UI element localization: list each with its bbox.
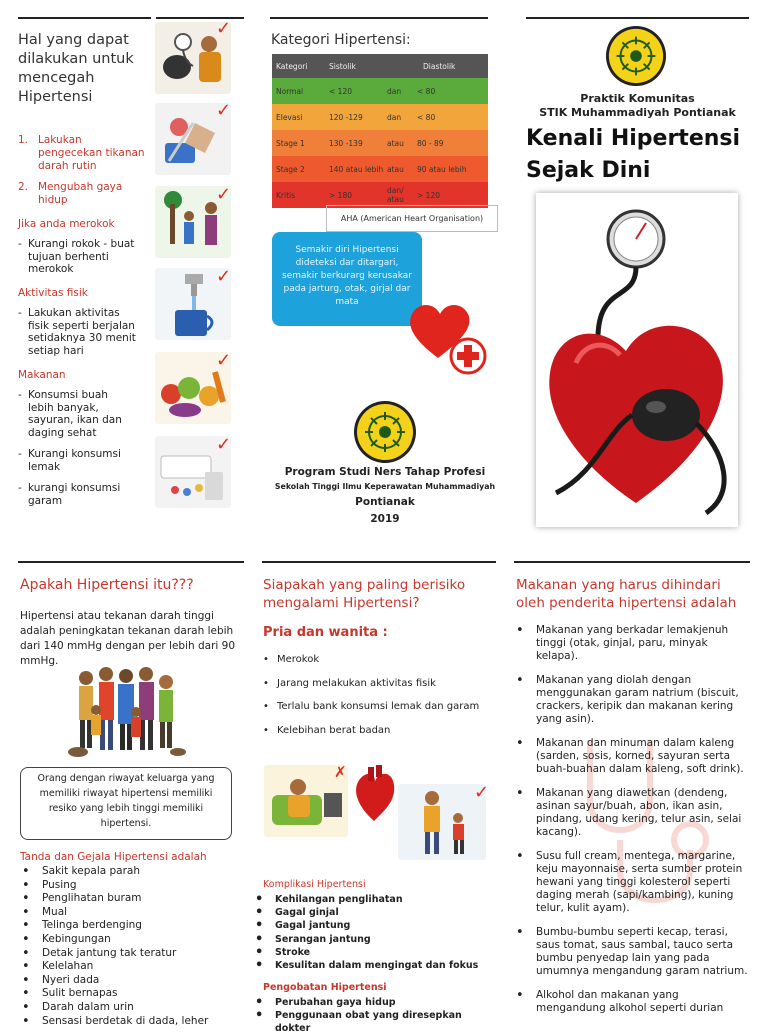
checkmark-icon: ✓ — [216, 100, 232, 121]
complication-item: • Gagal ginjal — [253, 906, 493, 919]
treatment-title: Pengobatan Hipertensi — [263, 982, 387, 993]
systolic-cell: 140 atau lebih — [329, 164, 384, 174]
panel6-title: Makanan yang harus dihindari oleh penderita hipertensi adalah — [516, 577, 737, 611]
panel4-title: Apakah Hipertensi itu??? — [20, 577, 194, 593]
diastolic-cell: < 80 — [417, 86, 436, 96]
walking-with-child-illustration — [398, 784, 486, 860]
treatment-item: • Penggunaan obat yang diresepkan dokter — [253, 1009, 493, 1035]
smoking-item: - Kurangi rokok - buat tujuan berhenti merokok — [18, 238, 136, 276]
panel5-subtitle: Pria dan wanita : — [263, 625, 388, 640]
risk-factor-list — [263, 654, 495, 748]
panel1-title: Hal yang dapat dilakukan untuk mencegah Hipertensi — [18, 32, 134, 105]
risk-item: • Terlalu bank konsumsi lemak dan garam — [263, 701, 495, 712]
sign-item: • Darah dalam urin — [20, 1001, 242, 1015]
step-2 — [18, 181, 148, 207]
smoking-heading: Jika anda merokok — [18, 218, 115, 230]
systolic-cell: 120 -129 — [329, 112, 363, 122]
table-row — [272, 104, 488, 130]
activity-list — [18, 307, 138, 357]
complications-list — [253, 893, 493, 972]
cover-title-line-1: Kenali Hipertensi — [526, 126, 741, 151]
checkmark-icon: ✓ — [216, 184, 232, 205]
sign-item: • Mual — [20, 906, 242, 920]
avoid-item: • Makanan yang berkadar lemakjenuh tinggi (otak, ginjal, paru, minyak kelapa). — [514, 624, 750, 663]
activity-heading: Aktivitas fisik — [18, 287, 88, 299]
checkmark-icon: ✓ — [216, 266, 232, 287]
category-cell: Elevasi — [276, 112, 303, 122]
systolic-cell: 130 -139 — [329, 138, 363, 148]
sign-item: • Telinga berdenging — [20, 919, 242, 933]
risk-item: • Merokok — [263, 654, 495, 665]
category-cell: Kritis — [276, 190, 296, 200]
panel3-top-rule — [526, 17, 749, 19]
conjunction-cell: dan — [387, 86, 402, 96]
avoid-item: • Bumbu-bumbu seperti kecap, terasi, saus tomat, saus sambal, tauco serta bumbu penyedap lain yang pada umumnya mengandung garam natrium. — [514, 926, 750, 978]
org-line-1: Praktik Komunitas — [580, 92, 695, 105]
family-history-box: Orang dengan riwayat keluarga yang memiliki riwayat hipertensi memiliki resiko yang lebih tinggi memiliki hipertensi. — [20, 767, 232, 840]
panel5-title: Siapakah yang paling berisiko mengalami Hipertensi? — [263, 577, 466, 611]
signs-list — [20, 865, 242, 1028]
bp-category-table — [272, 54, 488, 208]
city-name: Pontianak — [355, 496, 415, 508]
col-sistolik: Sistolik — [329, 61, 356, 71]
risk-item: • Jarang melakukan aktivitas fisik — [263, 678, 495, 689]
conjunction-cell: atau — [387, 138, 404, 148]
food-item-3: - kurangi konsumsi garam — [18, 482, 136, 507]
complications-title: Komplikasi Hipertensi — [263, 879, 366, 890]
checkmark-icon: ✓ — [474, 782, 490, 803]
panel2-top-rule — [270, 17, 488, 19]
panel4-top-rule — [18, 561, 244, 563]
program-name: Program Studi Ners Tahap Profesi — [284, 466, 486, 478]
category-cell: Stage 2 — [276, 164, 305, 174]
food-list — [18, 389, 136, 507]
foods-to-avoid-list — [514, 624, 750, 1026]
table-header-row — [272, 54, 488, 78]
prevention-steps — [18, 134, 148, 207]
hypertension-definition: Hipertensi atau tekanan darah tinggi adalah peningkatan tekanan darah lebih dari 140 mmHg dengan per lebih dari 90 mmHg. — [20, 610, 236, 667]
university-logo — [353, 400, 417, 464]
table-row — [272, 78, 488, 104]
risk-item: • Kelebihan berat badan — [263, 725, 495, 736]
category-cell: Normal — [276, 86, 304, 96]
table-body — [272, 78, 488, 208]
checkmark-icon: ✓ — [216, 18, 232, 39]
org-line-2: STIK Muhammadiyah Pontianak — [539, 106, 736, 119]
step-1-text: Lakukan pengecekan tikanan darah rutin — [38, 134, 145, 172]
complication-item: • Serangan jantung — [253, 933, 493, 946]
col-diastolik: Diastolik — [423, 61, 456, 71]
step-1 — [18, 134, 148, 173]
step-2-num: 2. — [18, 181, 29, 193]
panel1-top-rule — [18, 17, 151, 19]
source-note: AHA (American Heart Organisation) — [326, 205, 498, 232]
complication-item: • Kehilangan penglihatan — [253, 893, 493, 906]
avoid-item: • Alkohol dan makanan yang mengandung alkohol seperti durian — [514, 989, 750, 1015]
smoking-list — [18, 238, 136, 276]
heart-sphygmomanometer-image — [536, 193, 738, 527]
diastolic-cell: < 80 — [417, 112, 436, 122]
systolic-cell: > 180 — [329, 190, 352, 200]
sign-item: • Sensasi berdetak di dada, leher — [20, 1015, 242, 1029]
panel6-top-rule — [514, 561, 750, 563]
conjunction-cell: dan/ atau — [387, 186, 404, 204]
complication-item: • Stroke — [253, 946, 493, 959]
diastolic-cell: 90 atau lebih — [417, 164, 467, 174]
sign-item: • Kelelahan — [20, 960, 242, 974]
cross-icon: ✗ — [334, 763, 347, 781]
table-row — [272, 130, 488, 156]
food-item-1: - Konsumsi buah lebih banyak, sayuran, ikan dan daging sehat — [18, 389, 136, 439]
anatomical-heart-icon — [350, 765, 398, 825]
step-2-text: Mengubah gaya hidup — [38, 181, 123, 206]
school-name: Sekolah Tinggi Ilmu Keperawatan Muhammadiyah — [274, 482, 496, 491]
sign-item: • Penglihatan buram — [20, 892, 242, 906]
table-row — [272, 156, 488, 182]
complication-item: • Gagal jantung — [253, 919, 493, 932]
heart-cross-icon — [404, 296, 490, 378]
col-kategori: Kategori — [276, 61, 308, 71]
complication-item: • Kesulitan dalam mengingat dan fokus — [253, 959, 493, 972]
sign-item: • Pusing — [20, 879, 242, 893]
sign-item: • Kebingungan — [20, 933, 242, 947]
panel5-top-rule — [262, 561, 496, 563]
avoid-item: • Makanan dan minuman dalam kaleng (sarden, sosis, korned, sayuran serta buah-buahan dalam kaleng, soft drink). — [514, 737, 750, 776]
treatment-item: • Perubahan gaya hidup — [253, 996, 493, 1009]
avoid-item: • Makanan yang diolah dengan menggunakan garam natrium (biscuit, crackers, keripik dan makanan kering yang asin). — [514, 674, 750, 726]
diastolic-cell: 80 - 89 — [417, 138, 444, 148]
checkmark-icon: ✓ — [216, 350, 232, 371]
sign-item: • Sakit kepala parah — [20, 865, 242, 879]
sign-item: • Nyeri dada — [20, 974, 242, 988]
activity-item: - Lakukan aktivitas fisik seperti berjalan setidaknya 30 menit setiap hari — [18, 307, 138, 357]
avoid-item: • Susu full cream, mentega, margarine, keju mayonnaise, serta sumber protein hewani yang tinggi kolesterol seperti daging merah (sapi/kambing), kuning telur, kulit ayam). — [514, 850, 750, 915]
food-item-2: - Kurangi konsumsi lemak — [18, 448, 136, 473]
treatment-list — [253, 996, 493, 1035]
panel2-title: Kategori Hipertensi: — [271, 32, 411, 48]
conjunction-cell: dan — [387, 112, 402, 122]
conjunction-cell: atau — [387, 164, 404, 174]
sign-item: • Sulit bernapas — [20, 987, 242, 1001]
year-label: 2019 — [370, 513, 400, 525]
cover-title-line-2: Sejak Dini — [526, 158, 651, 183]
systolic-cell: < 120 — [329, 86, 352, 96]
avoid-item: • Makanan yang diawetkan (dendeng, asinan sayur/buah, abon, ikan asin, pindang, udang kering, telur asin, selai kacang). — [514, 787, 750, 839]
diastolic-cell: > 120 — [417, 190, 440, 200]
signs-title: Tanda dan Gejala Hipertensi adalah — [20, 851, 207, 863]
checkmark-icon: ✓ — [216, 434, 232, 455]
sign-item: • Detak jantung tak teratur — [20, 947, 242, 961]
university-logo — [605, 25, 667, 87]
family-group-illustration — [66, 662, 186, 762]
food-heading: Makanan — [18, 369, 66, 381]
step-1-num: 1. — [18, 134, 29, 146]
category-cell: Stage 1 — [276, 138, 305, 148]
early-detection-callout: Semakir diri Hipertensi dideteksi dar ditargari, semakir berkurarg kerusakar pada jarturg, otak, girjal dar mata — [272, 232, 422, 326]
